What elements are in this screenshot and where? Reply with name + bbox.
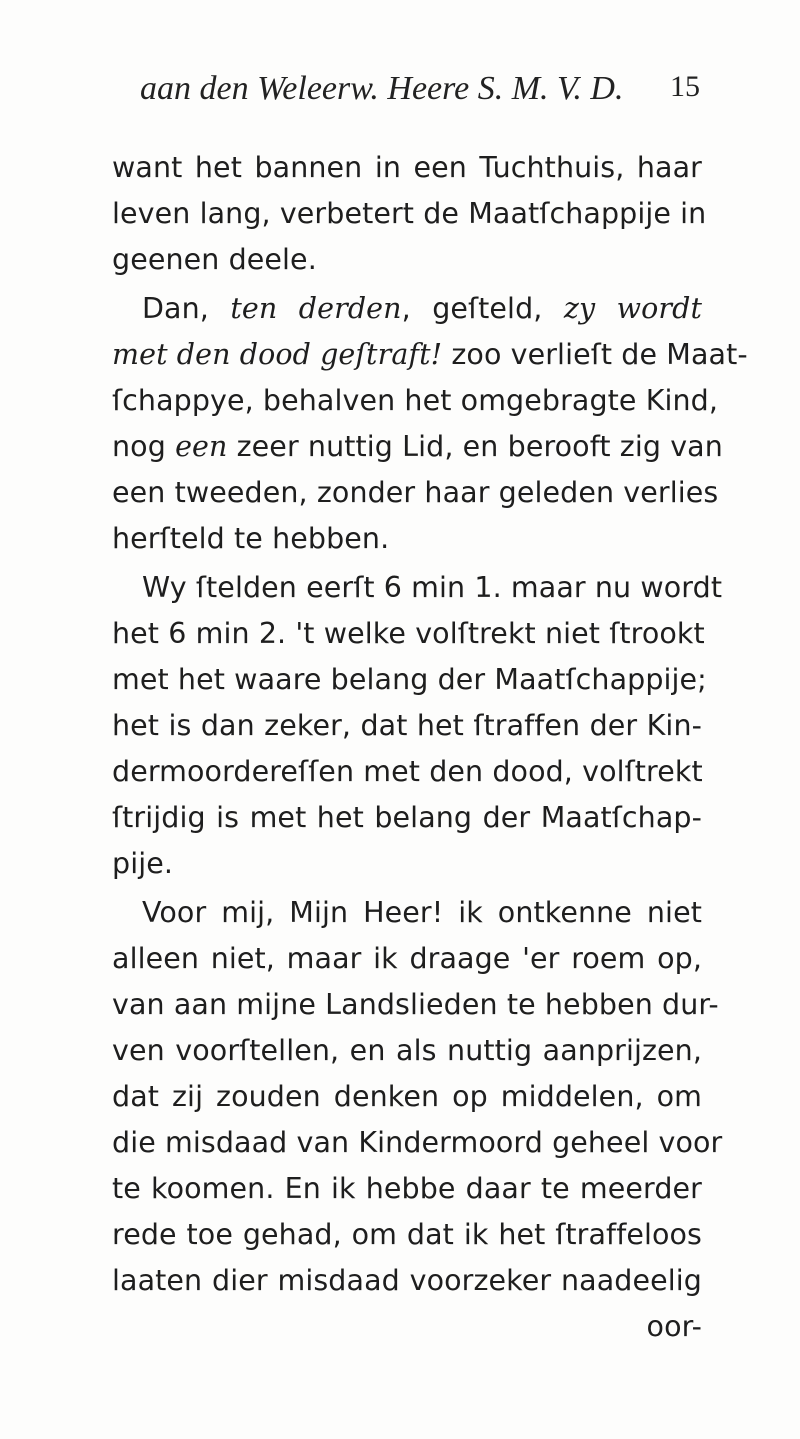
text-line: rede toe gehad, om dat ik het ſtraffeloos — [112, 1218, 702, 1251]
text-line: van aan mijne Landslieden te hebben dur- — [112, 988, 719, 1021]
text-line: te koomen. En ik hebbe daar te meerder — [112, 1172, 702, 1205]
text-line: herſteld te hebben. — [112, 522, 390, 555]
catchword: oor- — [646, 1310, 702, 1343]
text-line: Voor mij, Mijn Heer! ik ontkenne niet — [142, 896, 702, 929]
text-line: nog een zeer nuttig Lid, en berooft zig van — [112, 430, 723, 463]
text-line: met het waare belang der Maatſchappije; — [112, 663, 707, 696]
text-line: met den dood geſtraft! zoo verlieſt de Maat- — [112, 338, 748, 371]
text-line: ſchappye, behalven het omgebragte Kind, — [112, 384, 719, 417]
text-line: alleen niet, maar ik draage 'er roem op, — [112, 942, 702, 975]
text-line: dat zij zouden denken op middelen, om — [112, 1080, 702, 1113]
text-line: geenen deele. — [112, 243, 317, 276]
running-head — [140, 70, 700, 114]
text-line: ſtrijdig is met het belang der Maatſchap- — [112, 801, 702, 834]
text-line: pije. — [112, 847, 174, 880]
text-line: want het bannen in een Tuchthuis, haar — [112, 151, 702, 184]
text-line: dermoordereſſen met den dood, volſtrekt — [112, 755, 703, 788]
page-number: 15 — [670, 70, 700, 103]
text-line: het is dan zeker, dat het ſtraffen der Kin- — [112, 709, 702, 742]
text-line: laaten dier misdaad voorzeker naadeelig — [112, 1264, 702, 1297]
text-line: ven voorſtellen, en als nuttig aanprijzen, — [112, 1034, 702, 1067]
running-head-title: aan den Weleerw. Heere S. M. V. D. — [140, 70, 624, 107]
text-line: het 6 min 2. 't welke volſtrekt niet ſtrookt — [112, 617, 705, 650]
text-line: een tweeden, zonder haar geleden verlies — [112, 476, 719, 509]
text-line: die misdaad van Kindermoord geheel voor — [112, 1126, 723, 1159]
text-line: Wy ſtelden eerſt 6 min 1. maar nu wordt — [142, 571, 723, 604]
text-line: leven lang, verbetert de Maatſchappije in — [112, 197, 707, 230]
text-line: Dan, ten derden, geſteld, zy wordt — [142, 292, 703, 325]
